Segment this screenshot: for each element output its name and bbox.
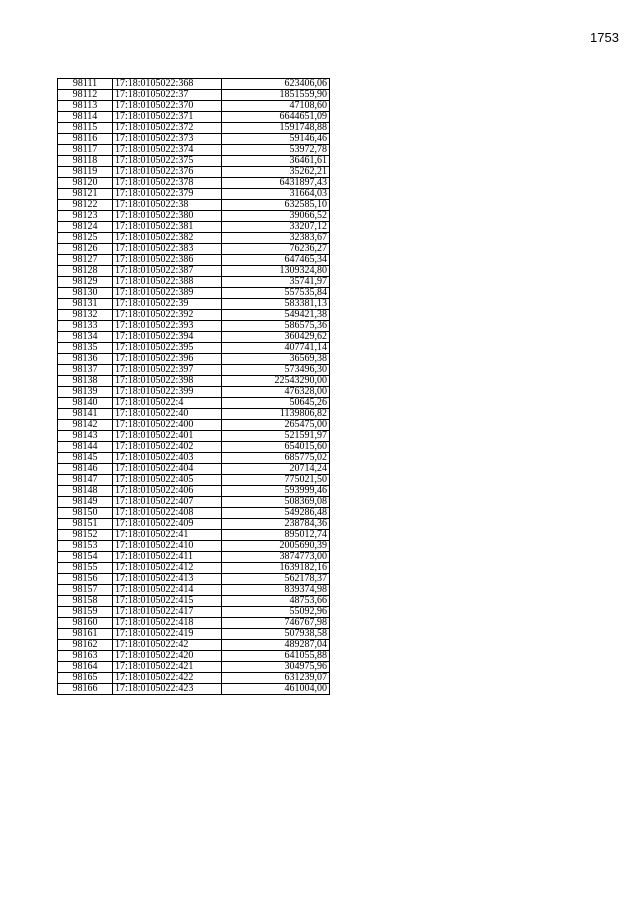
cadastral-number-cell: 17:18:0105022:38 [113, 200, 222, 211]
cadastral-value-cell: 35262,21 [222, 167, 330, 178]
table-row [58, 200, 330, 211]
cadastral-number-cell: 17:18:0105022:400 [113, 420, 222, 431]
cadastral-value-cell: 654015,60 [222, 442, 330, 453]
table-body [58, 79, 330, 695]
table-row [58, 607, 330, 618]
cadastral-number-cell: 17:18:0105022:378 [113, 178, 222, 189]
cadastral-number-cell: 17:18:0105022:394 [113, 332, 222, 343]
cadastral-number-cell: 17:18:0105022:41 [113, 530, 222, 541]
cadastral-number-cell: 17:18:0105022:415 [113, 596, 222, 607]
row-number-cell: 98121 [58, 189, 113, 200]
table-row [58, 156, 330, 167]
row-number-cell: 98123 [58, 211, 113, 222]
row-number-cell: 98113 [58, 101, 113, 112]
table-row [58, 409, 330, 420]
page-number: 1753 [590, 30, 619, 45]
cadastral-value-cell: 685775,02 [222, 453, 330, 464]
row-number-cell: 98132 [58, 310, 113, 321]
cadastral-value-cell: 839374,98 [222, 585, 330, 596]
table-row [58, 365, 330, 376]
cadastral-number-cell: 17:18:0105022:414 [113, 585, 222, 596]
cadastral-value-cell: 489287,04 [222, 640, 330, 651]
table-row [58, 178, 330, 189]
cadastral-number-cell: 17:18:0105022:422 [113, 673, 222, 684]
cadastral-number-cell: 17:18:0105022:383 [113, 244, 222, 255]
table-row [58, 453, 330, 464]
row-number-cell: 98156 [58, 574, 113, 585]
cadastral-number-cell: 17:18:0105022:376 [113, 167, 222, 178]
cadastral-value-cell: 238784,36 [222, 519, 330, 530]
table-row [58, 464, 330, 475]
cadastral-number-cell: 17:18:0105022:373 [113, 134, 222, 145]
row-number-cell: 98155 [58, 563, 113, 574]
cadastral-number-cell: 17:18:0105022:406 [113, 486, 222, 497]
cadastral-value-cell: 59146,46 [222, 134, 330, 145]
row-number-cell: 98154 [58, 552, 113, 563]
table-row [58, 288, 330, 299]
table-row [58, 651, 330, 662]
cadastral-value-cell: 3874773,00 [222, 552, 330, 563]
row-number-cell: 98120 [58, 178, 113, 189]
table-row [58, 167, 330, 178]
table-row [58, 662, 330, 673]
row-number-cell: 98114 [58, 112, 113, 123]
table-row [58, 233, 330, 244]
row-number-cell: 98140 [58, 398, 113, 409]
row-number-cell: 98125 [58, 233, 113, 244]
cadastral-number-cell: 17:18:0105022:370 [113, 101, 222, 112]
row-number-cell: 98136 [58, 354, 113, 365]
table-row [58, 112, 330, 123]
cadastral-value-cell: 647465,34 [222, 255, 330, 266]
cadastral-number-cell: 17:18:0105022:408 [113, 508, 222, 519]
cadastral-number-cell: 17:18:0105022:40 [113, 409, 222, 420]
cadastral-number-cell: 17:18:0105022:386 [113, 255, 222, 266]
row-number-cell: 98134 [58, 332, 113, 343]
cadastral-value-cell: 39066,52 [222, 211, 330, 222]
cadastral-value-cell: 586575,36 [222, 321, 330, 332]
cadastral-value-cell: 623406,06 [222, 79, 330, 90]
row-number-cell: 98160 [58, 618, 113, 629]
row-number-cell: 98119 [58, 167, 113, 178]
cadastral-number-cell: 17:18:0105022:37 [113, 90, 222, 101]
cadastral-value-cell: 31664,03 [222, 189, 330, 200]
cadastral-number-cell: 17:18:0105022:420 [113, 651, 222, 662]
row-number-cell: 98127 [58, 255, 113, 266]
row-number-cell: 98115 [58, 123, 113, 134]
cadastral-number-cell: 17:18:0105022:42 [113, 640, 222, 651]
row-number-cell: 98147 [58, 475, 113, 486]
cadastral-number-cell: 17:18:0105022:409 [113, 519, 222, 530]
table-row [58, 508, 330, 519]
cadastral-value-cell: 549286,48 [222, 508, 330, 519]
cadastral-number-cell: 17:18:0105022:407 [113, 497, 222, 508]
cadastral-number-cell: 17:18:0105022:4 [113, 398, 222, 409]
cadastral-value-cell: 48753,66 [222, 596, 330, 607]
cadastral-value-cell: 360429,62 [222, 332, 330, 343]
row-number-cell: 98126 [58, 244, 113, 255]
cadastral-number-cell: 17:18:0105022:380 [113, 211, 222, 222]
row-number-cell: 98112 [58, 90, 113, 101]
cadastral-value-cell: 35741,97 [222, 277, 330, 288]
table-row [58, 376, 330, 387]
row-number-cell: 98116 [58, 134, 113, 145]
cadastral-value-cell: 36461,61 [222, 156, 330, 167]
cadastral-value-cell: 50645,26 [222, 398, 330, 409]
cadastral-value-cell: 55092,96 [222, 607, 330, 618]
row-number-cell: 98162 [58, 640, 113, 651]
table-row [58, 123, 330, 134]
row-number-cell: 98158 [58, 596, 113, 607]
table-row [58, 134, 330, 145]
table-row [58, 101, 330, 112]
cadastral-value-cell: 573496,30 [222, 365, 330, 376]
table-row [58, 563, 330, 574]
cadastral-value-cell: 775021,50 [222, 475, 330, 486]
row-number-cell: 98148 [58, 486, 113, 497]
cadastral-value-cell: 53972,78 [222, 145, 330, 156]
table-row [58, 519, 330, 530]
row-number-cell: 98145 [58, 453, 113, 464]
cadastral-number-cell: 17:18:0105022:398 [113, 376, 222, 387]
table-row [58, 541, 330, 552]
table-row [58, 552, 330, 563]
row-number-cell: 98142 [58, 420, 113, 431]
table-row [58, 277, 330, 288]
cadastral-number-cell: 17:18:0105022:421 [113, 662, 222, 673]
row-number-cell: 98166 [58, 684, 113, 695]
cadastral-value-cell: 6431897,43 [222, 178, 330, 189]
row-number-cell: 98153 [58, 541, 113, 552]
cadastral-number-cell: 17:18:0105022:417 [113, 607, 222, 618]
row-number-cell: 98161 [58, 629, 113, 640]
cadastral-value-cell: 304975,96 [222, 662, 330, 673]
cadastral-value-cell: 1309324,80 [222, 266, 330, 277]
cadastral-number-cell: 17:18:0105022:389 [113, 288, 222, 299]
row-number-cell: 98122 [58, 200, 113, 211]
cadastral-value-cell: 895012,74 [222, 530, 330, 541]
cadastral-number-cell: 17:18:0105022:397 [113, 365, 222, 376]
table-row [58, 585, 330, 596]
cadastral-value-cell: 632585,10 [222, 200, 330, 211]
row-number-cell: 98141 [58, 409, 113, 420]
row-number-cell: 98165 [58, 673, 113, 684]
row-number-cell: 98157 [58, 585, 113, 596]
cadastral-number-cell: 17:18:0105022:405 [113, 475, 222, 486]
table-row [58, 189, 330, 200]
table-row [58, 244, 330, 255]
cadastral-value-cell: 631239,07 [222, 673, 330, 684]
cadastral-number-cell: 17:18:0105022:411 [113, 552, 222, 563]
row-number-cell: 98124 [58, 222, 113, 233]
cadastral-value-cell: 508369,08 [222, 497, 330, 508]
row-number-cell: 98149 [58, 497, 113, 508]
cadastral-value-cell: 461004,00 [222, 684, 330, 695]
cadastral-number-cell: 17:18:0105022:381 [113, 222, 222, 233]
row-number-cell: 98139 [58, 387, 113, 398]
table-row [58, 321, 330, 332]
table-row [58, 79, 330, 90]
row-number-cell: 98131 [58, 299, 113, 310]
table-row [58, 673, 330, 684]
row-number-cell: 98129 [58, 277, 113, 288]
table-row [58, 497, 330, 508]
cadastral-value-cell: 521591,97 [222, 431, 330, 442]
table-row [58, 299, 330, 310]
cadastral-value-cell: 265475,00 [222, 420, 330, 431]
cadastral-number-cell: 17:18:0105022:401 [113, 431, 222, 442]
cadastral-value-cell: 476328,00 [222, 387, 330, 398]
cadastral-number-cell: 17:18:0105022:412 [113, 563, 222, 574]
cadastral-value-cell: 746767,98 [222, 618, 330, 629]
cadastral-number-cell: 17:18:0105022:399 [113, 387, 222, 398]
table-row [58, 90, 330, 101]
cadastral-number-cell: 17:18:0105022:382 [113, 233, 222, 244]
cadastral-number-cell: 17:18:0105022:392 [113, 310, 222, 321]
cadastral-value-cell: 22543290,00 [222, 376, 330, 387]
cadastral-number-cell: 17:18:0105022:374 [113, 145, 222, 156]
cadastral-value-cell: 549421,38 [222, 310, 330, 321]
row-number-cell: 98163 [58, 651, 113, 662]
cadastral-value-cell: 20714,24 [222, 464, 330, 475]
row-number-cell: 98111 [58, 79, 113, 90]
cadastral-value-cell: 1851559,90 [222, 90, 330, 101]
cadastral-number-cell: 17:18:0105022:393 [113, 321, 222, 332]
cadastral-number-cell: 17:18:0105022:368 [113, 79, 222, 90]
cadastral-value-cell: 1639182,16 [222, 563, 330, 574]
cadastral-number-cell: 17:18:0105022:423 [113, 684, 222, 695]
cadastral-number-cell: 17:18:0105022:410 [113, 541, 222, 552]
cadastral-value-cell: 1591748,88 [222, 123, 330, 134]
row-number-cell: 98151 [58, 519, 113, 530]
cadastral-number-cell: 17:18:0105022:413 [113, 574, 222, 585]
row-number-cell: 98143 [58, 431, 113, 442]
cadastral-number-cell: 17:18:0105022:419 [113, 629, 222, 640]
cadastral-number-cell: 17:18:0105022:418 [113, 618, 222, 629]
row-number-cell: 98144 [58, 442, 113, 453]
row-number-cell: 98130 [58, 288, 113, 299]
cadastral-number-cell: 17:18:0105022:371 [113, 112, 222, 123]
table-row [58, 354, 330, 365]
cadastral-number-cell: 17:18:0105022:379 [113, 189, 222, 200]
table-row [58, 574, 330, 585]
cadastral-value-cell: 6644651,09 [222, 112, 330, 123]
cadastral-value-cell: 76236,27 [222, 244, 330, 255]
cadastral-value-table [57, 78, 330, 695]
cadastral-number-cell: 17:18:0105022:404 [113, 464, 222, 475]
table-row [58, 596, 330, 607]
table-row [58, 398, 330, 409]
cadastral-value-cell: 641055,88 [222, 651, 330, 662]
table-row [58, 530, 330, 541]
cadastral-value-cell: 557535,84 [222, 288, 330, 299]
cadastral-value-cell: 1139806,82 [222, 409, 330, 420]
row-number-cell: 98152 [58, 530, 113, 541]
row-number-cell: 98150 [58, 508, 113, 519]
table-row [58, 222, 330, 233]
row-number-cell: 98159 [58, 607, 113, 618]
cadastral-value-cell: 33207,12 [222, 222, 330, 233]
row-number-cell: 98128 [58, 266, 113, 277]
cadastral-value-cell: 562178,37 [222, 574, 330, 585]
table-row [58, 684, 330, 695]
cadastral-number-cell: 17:18:0105022:402 [113, 442, 222, 453]
table-row [58, 431, 330, 442]
row-number-cell: 98138 [58, 376, 113, 387]
row-number-cell: 98117 [58, 145, 113, 156]
table-row [58, 629, 330, 640]
table-row [58, 332, 330, 343]
cadastral-value-cell: 407741,14 [222, 343, 330, 354]
table-row [58, 486, 330, 497]
cadastral-value-cell: 47108,60 [222, 101, 330, 112]
cadastral-number-cell: 17:18:0105022:39 [113, 299, 222, 310]
table-row [58, 387, 330, 398]
table-row [58, 442, 330, 453]
table-row [58, 266, 330, 277]
table-row [58, 255, 330, 266]
cadastral-value-cell: 507938,58 [222, 629, 330, 640]
row-number-cell: 98146 [58, 464, 113, 475]
cadastral-number-cell: 17:18:0105022:403 [113, 453, 222, 464]
cadastral-number-cell: 17:18:0105022:388 [113, 277, 222, 288]
cadastral-number-cell: 17:18:0105022:375 [113, 156, 222, 167]
row-number-cell: 98133 [58, 321, 113, 332]
table-row [58, 475, 330, 486]
cadastral-number-cell: 17:18:0105022:387 [113, 266, 222, 277]
table-row [58, 343, 330, 354]
table-row [58, 310, 330, 321]
table-row [58, 618, 330, 629]
row-number-cell: 98118 [58, 156, 113, 167]
cadastral-number-cell: 17:18:0105022:396 [113, 354, 222, 365]
cadastral-number-cell: 17:18:0105022:395 [113, 343, 222, 354]
cadastral-value-cell: 36569,38 [222, 354, 330, 365]
table-row [58, 640, 330, 651]
cadastral-number-cell: 17:18:0105022:372 [113, 123, 222, 134]
cadastral-value-cell: 593999,46 [222, 486, 330, 497]
row-number-cell: 98137 [58, 365, 113, 376]
table-row [58, 211, 330, 222]
cadastral-value-cell: 32383,67 [222, 233, 330, 244]
table-row [58, 145, 330, 156]
row-number-cell: 98164 [58, 662, 113, 673]
cadastral-value-cell: 583381,13 [222, 299, 330, 310]
table-row [58, 420, 330, 431]
row-number-cell: 98135 [58, 343, 113, 354]
cadastral-value-cell: 2005690,39 [222, 541, 330, 552]
